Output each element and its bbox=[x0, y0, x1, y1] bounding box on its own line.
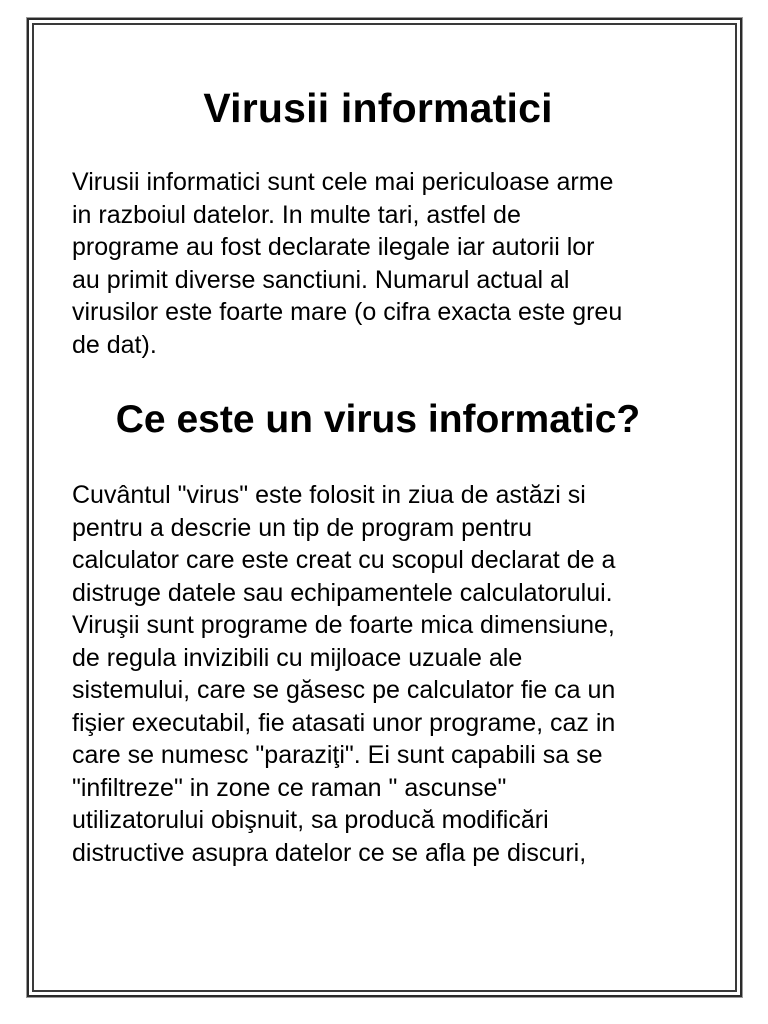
paragraph-line: pentru a descrie un tip de program pentru bbox=[72, 513, 532, 542]
paragraph-line: virusilor este foarte mare (o cifra exacta este greu bbox=[72, 298, 623, 326]
body-paragraph bbox=[72, 479, 615, 869]
paragraph-line: care se numesc "paraziţi". Ei sunt capabili sa se bbox=[72, 741, 603, 769]
paragraph-line: distructive asupra datelor ce se afla pe discuri, bbox=[72, 838, 587, 867]
paragraph-line: utilizatorului obişnuit, sa producă modificări bbox=[72, 806, 549, 834]
section-heading: Ce este un virus informatic? bbox=[115, 398, 641, 441]
paragraph-line: de regula invizibili cu mijloace uzuale ale bbox=[72, 643, 523, 672]
document-title: Virusii informatici bbox=[203, 85, 553, 131]
paragraph-line: au primit diverse sanctiuni. Numarul actual al bbox=[72, 265, 570, 294]
paragraph-line: in razboiul datelor. In multe tari, astfel de bbox=[72, 200, 521, 229]
paragraph-line: programe au fost declarate ilegale iar autorii lor bbox=[72, 233, 595, 261]
intro-paragraph bbox=[72, 166, 622, 361]
paragraph-line: de dat). bbox=[72, 330, 157, 359]
paragraph-line: distruge datele sau echipamentele calculatorului. bbox=[72, 578, 613, 607]
paragraph-line: fişier executabil, fie atasati unor programe, caz in bbox=[72, 708, 616, 737]
paragraph-line: Viruşii sunt programe de foarte mica dimensiune, bbox=[72, 611, 615, 639]
paragraph-line: calculator care este creat cu scopul declarat de a bbox=[72, 546, 616, 574]
paragraph-line: "infiltreze" in zone ce raman " ascunse" bbox=[72, 773, 507, 802]
paragraph-line: sistemului, care se găsesc pe calculator fie ca un bbox=[72, 676, 616, 704]
paragraph-line: Virusii informatici sunt cele mai periculoase arme bbox=[72, 168, 614, 196]
paragraph-line: Cuvântul "virus" este folosit in ziua de astăzi si bbox=[72, 481, 586, 509]
